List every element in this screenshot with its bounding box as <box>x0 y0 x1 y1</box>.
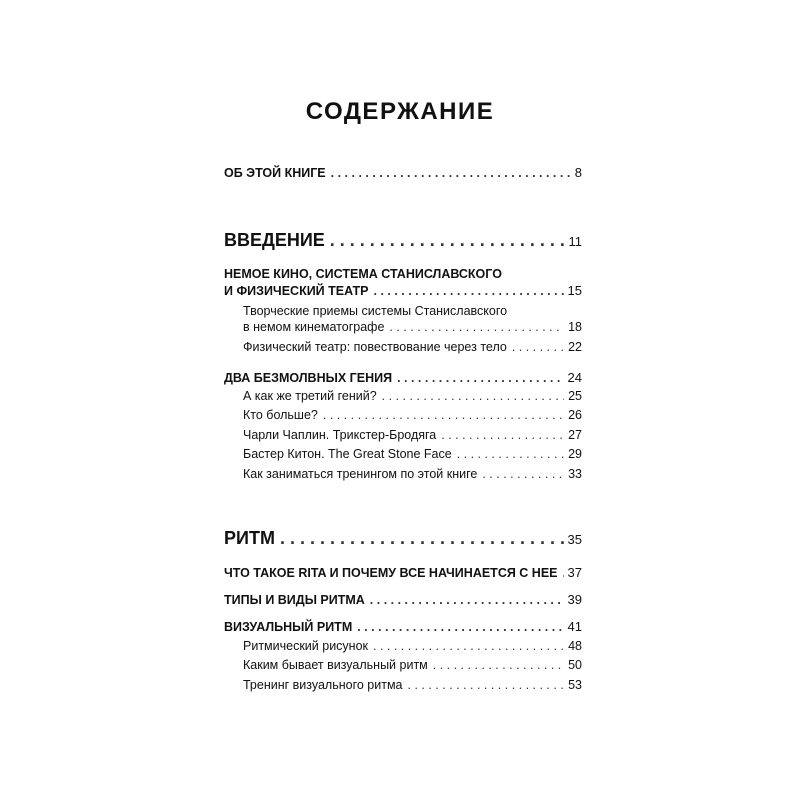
dot-leader <box>357 620 563 634</box>
toc-page-number: 35 <box>567 532 582 547</box>
toc-entry-label: в немом кинематографе <box>243 320 385 334</box>
toc-page-number: 25 <box>568 389 582 403</box>
toc-entry-label: ВИЗУАЛЬНЫЙ РИТМ <box>224 620 353 634</box>
toc-chapter-intro[interactable] <box>224 230 582 251</box>
toc-page-number: 37 <box>567 565 582 580</box>
toc-entry-label: ТИПЫ И ВИДЫ РИТМА <box>224 593 365 607</box>
toc-entry-label: РИТМ <box>224 528 275 548</box>
toc-page-number: 22 <box>568 340 582 354</box>
toc-entry-label: Каким бывает визуальный ритм <box>243 658 428 672</box>
toc-page-number: 8 <box>574 165 582 180</box>
dot-leader <box>331 166 571 180</box>
toc-entry-about[interactable] <box>224 165 582 180</box>
toc-entry-label: ЧТО ТАКОЕ RITA И ПОЧЕМУ ВСЕ НАЧИНАЕТСЯ С НЕЕ <box>224 566 558 580</box>
dot-leader <box>370 593 564 607</box>
toc-entry-bigger[interactable] <box>243 408 582 422</box>
toc-page-number: 27 <box>568 428 582 442</box>
toc-page-number: 41 <box>567 619 582 634</box>
toc-entry-label: А как же третий гений? <box>243 389 377 403</box>
toc-entry-label: ВВЕДЕНИЕ <box>224 230 325 250</box>
toc-page-number: 50 <box>568 658 582 672</box>
toc-page-number: 15 <box>567 283 582 298</box>
toc-page-number: 26 <box>568 408 582 422</box>
toc-page-number: 53 <box>568 678 582 692</box>
dot-leader <box>323 408 564 422</box>
toc-entry-label: И ФИЗИЧЕСКИЙ ТЕАТР <box>224 284 369 298</box>
dot-leader <box>408 678 565 692</box>
toc-entry-label: Ритмический рисунок <box>243 639 368 653</box>
dot-leader <box>563 566 564 580</box>
toc-page-number: 33 <box>568 467 582 481</box>
toc-entry-visual-training[interactable] <box>243 678 582 692</box>
dot-leader <box>433 658 564 672</box>
dot-leader <box>382 389 564 403</box>
toc-entry-silent-line1[interactable]: НЕМОЕ КИНО, СИСТЕМА СТАНИСЛАВСКОГО <box>224 267 502 281</box>
dot-leader <box>441 428 564 442</box>
toc-page-number: 24 <box>567 370 582 385</box>
toc-page-number: 29 <box>568 447 582 461</box>
toc-entry-label: ОБ ЭТОЙ КНИГЕ <box>224 166 326 180</box>
dot-leader <box>482 467 564 481</box>
toc-entry-creative[interactable] <box>243 320 582 334</box>
toc-entry-training[interactable] <box>243 467 582 481</box>
dot-leader <box>280 528 564 549</box>
dot-leader <box>374 284 564 298</box>
dot-leader <box>512 340 564 354</box>
toc-entry-creative-line1[interactable]: Творческие приемы системы Станиславского <box>243 304 508 318</box>
dot-leader <box>389 320 564 334</box>
toc-entry-geniuses[interactable] <box>224 370 582 385</box>
toc-entry-pattern[interactable] <box>243 639 582 653</box>
toc-entry-third[interactable] <box>243 389 582 403</box>
toc-entry-types[interactable] <box>224 592 582 607</box>
toc-entry-label: Бастер Китон. The Great Stone Face <box>243 447 452 461</box>
dot-leader <box>373 639 564 653</box>
toc-entry-visual[interactable] <box>224 619 582 634</box>
toc-page-number: 48 <box>568 639 582 653</box>
dot-leader <box>330 230 565 251</box>
toc-page-number: 39 <box>567 592 582 607</box>
toc-entry-kinds[interactable] <box>243 658 582 672</box>
toc-entry-chaplin[interactable] <box>243 428 582 442</box>
toc-entry-label: Физический театр: повествование через тело <box>243 340 507 354</box>
toc-chapter-rhythm[interactable] <box>224 528 582 549</box>
dot-leader <box>457 447 564 461</box>
toc-entry-physical[interactable] <box>243 340 582 354</box>
toc-page-number: 18 <box>568 320 582 334</box>
toc-entry-label: Как заниматься тренингом по этой книге <box>243 467 478 481</box>
toc-entry-rita[interactable] <box>224 565 582 580</box>
toc-page-number: 11 <box>568 234 582 249</box>
page-title: СОДЕРЖАНИЕ <box>305 98 495 125</box>
toc-entry-label: Тренинг визуального ритма <box>243 678 403 692</box>
toc-entry-silent[interactable] <box>224 283 582 298</box>
toc-entry-label: Чарли Чаплин. Трикстер-Бродяга <box>243 428 437 442</box>
toc-entry-label: Кто больше? <box>243 408 318 422</box>
toc-entry-label: ДВА БЕЗМОЛВНЫХ ГЕНИЯ <box>224 371 393 385</box>
toc-entry-keaton[interactable] <box>243 447 582 461</box>
dot-leader <box>397 371 563 385</box>
